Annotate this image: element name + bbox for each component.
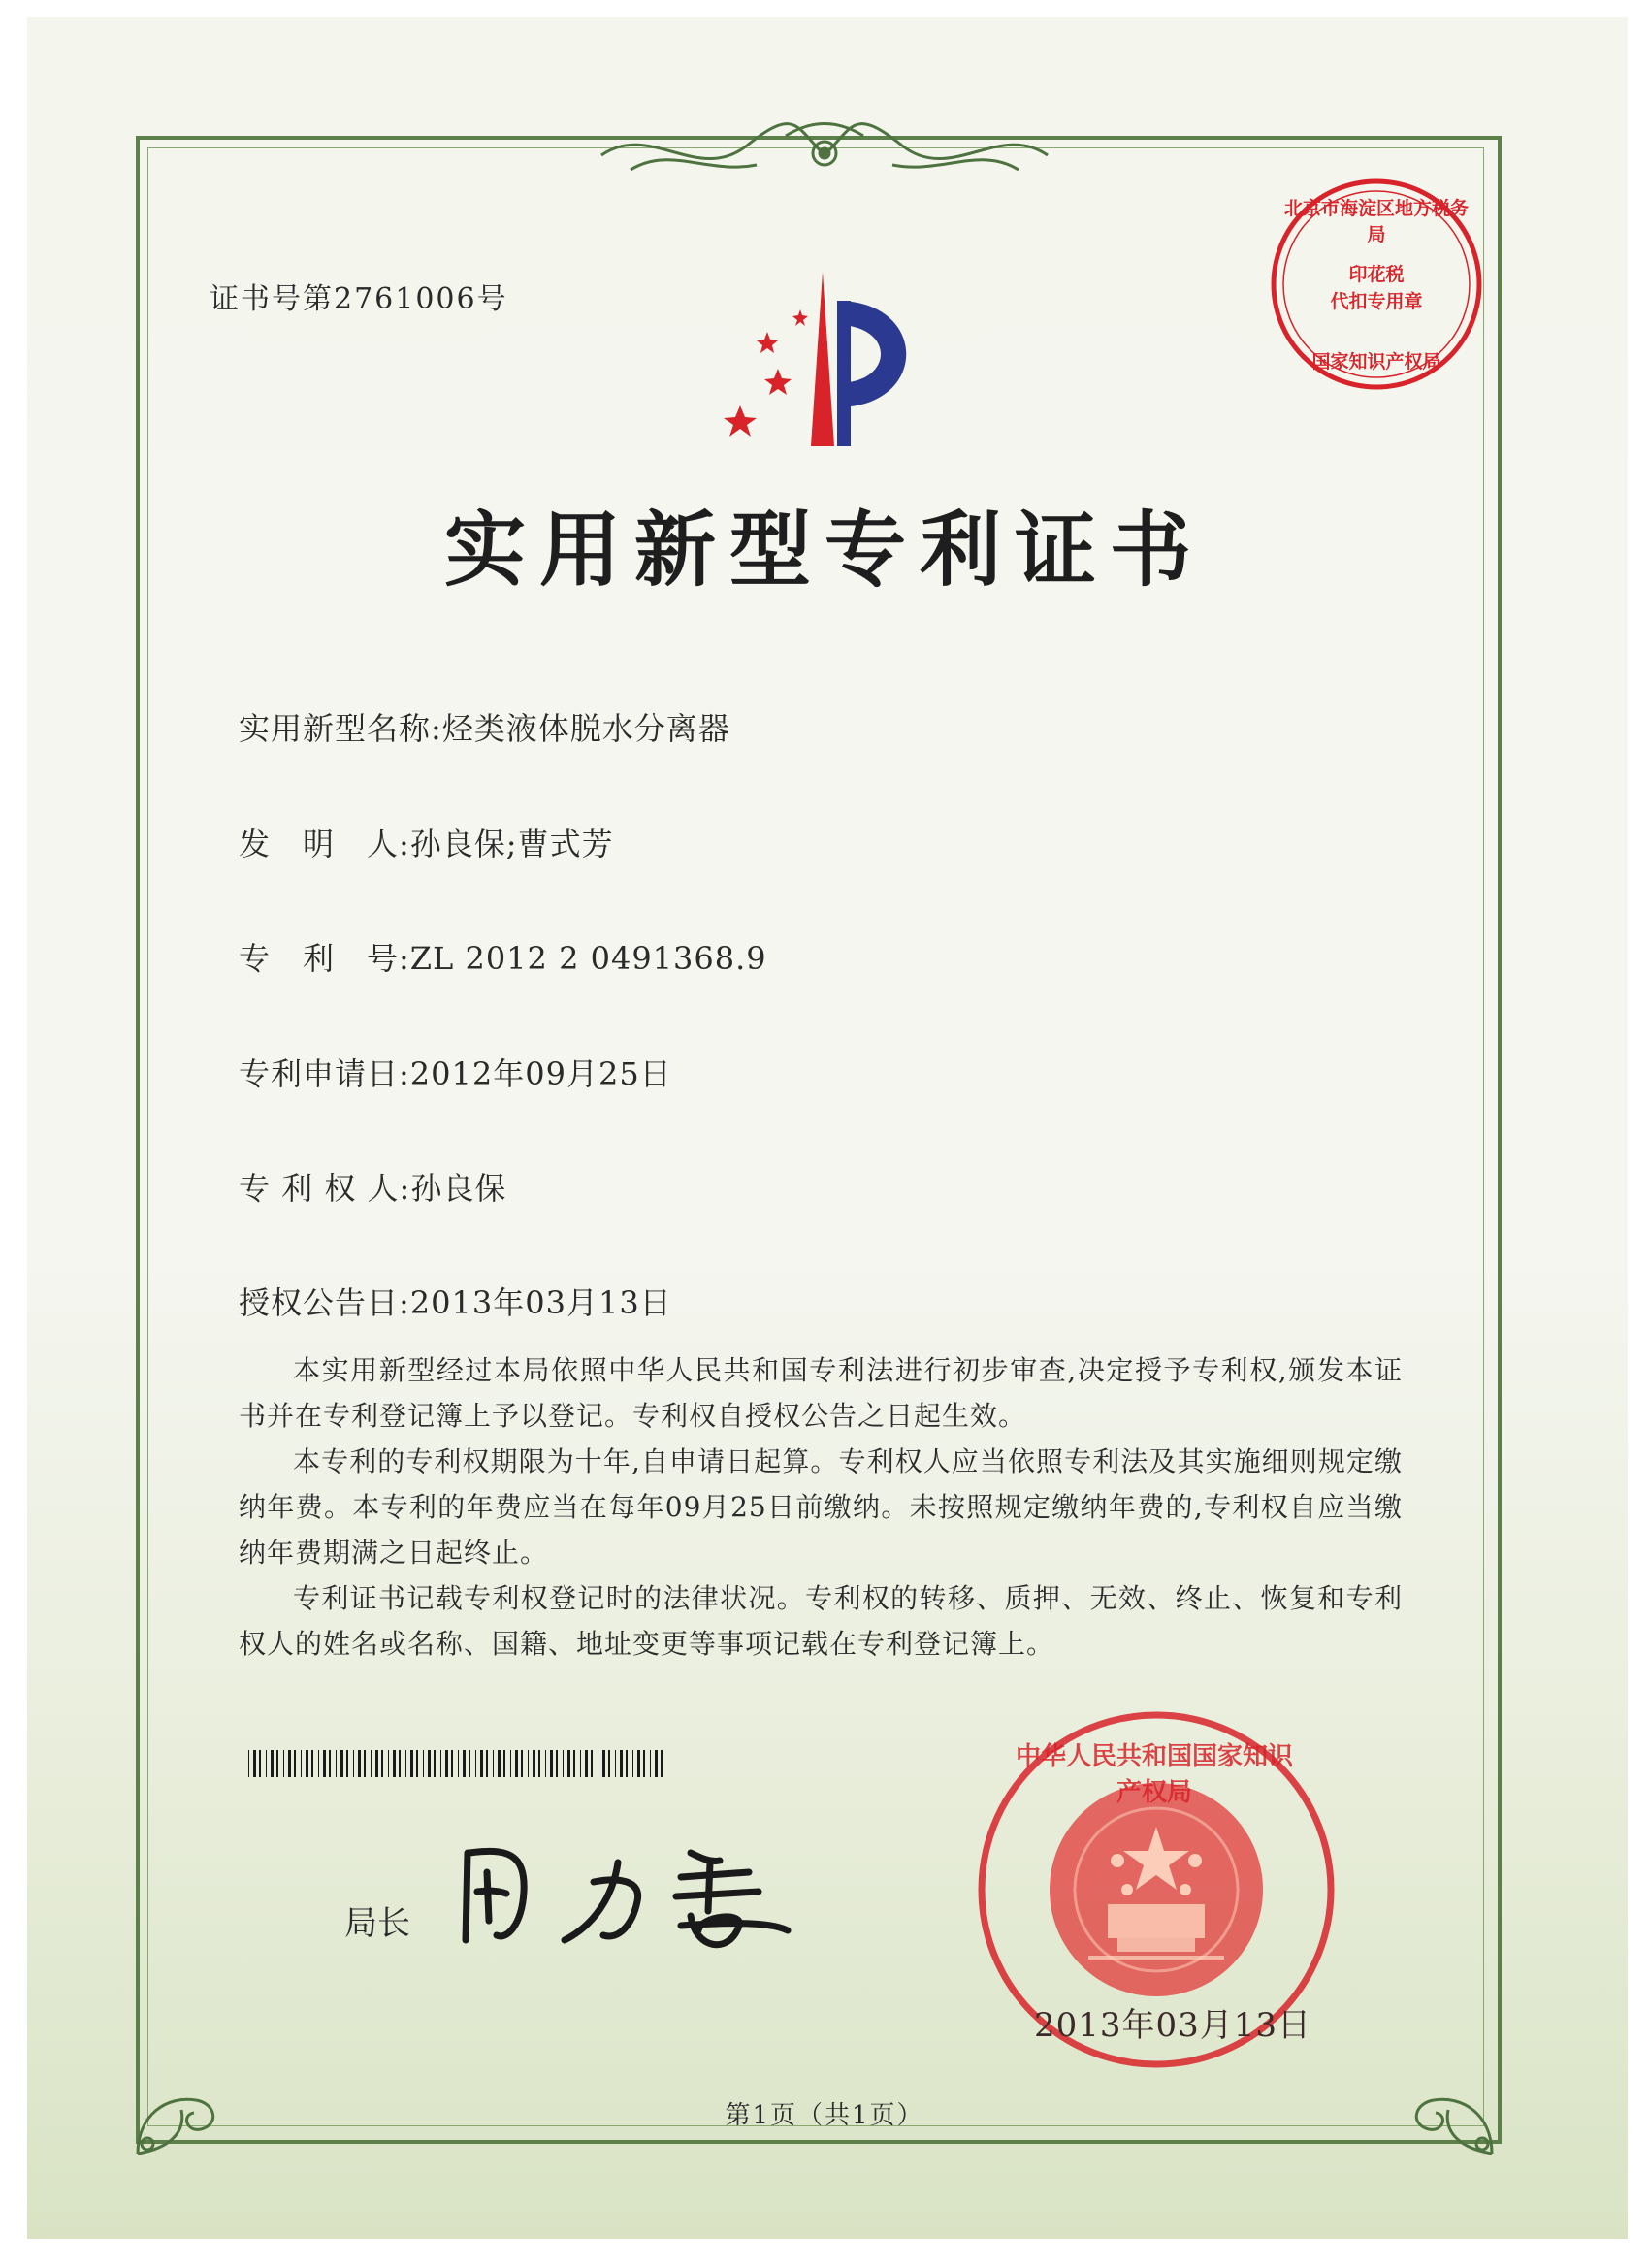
director-signature — [448, 1833, 817, 1969]
field-value: 烃类液体脱水分离器 — [441, 710, 730, 747]
field-patentee — [239, 1164, 506, 1209]
field-utility-model-name — [239, 704, 730, 749]
field-label: 实用新型名称: — [239, 710, 442, 747]
field-label: 授权公告日: — [239, 1284, 410, 1321]
tax-seal-bottom-text: 国家知识产权局 — [1311, 351, 1441, 373]
tax-seal-ring-text: 北京市海淀区地方税务局 — [1284, 198, 1470, 245]
field-grant-date — [239, 1279, 672, 1323]
director-label: 局长 — [344, 1904, 410, 1943]
field-value: 孙良保;曹式芳 — [409, 826, 614, 862]
field-label: 专 利 权 人: — [239, 1170, 411, 1207]
tax-seal-center-2: 代扣专用章 — [1330, 291, 1423, 312]
certificate-title: 实用新型专利证书 — [443, 502, 1205, 598]
national-seal-ring-text: 中华人民共和国国家知识产权局 — [1015, 1742, 1293, 1807]
seal-date: 2013年03月13日 — [1034, 2006, 1312, 2045]
field-label: 发 明 人: — [239, 826, 410, 862]
certificate-number: 证书号第2761006号 — [210, 282, 508, 316]
tax-seal-text — [1265, 173, 1488, 396]
field-label: 专 利 号: — [239, 940, 410, 977]
field-label: 专利申请日: — [239, 1055, 410, 1092]
field-inventor — [239, 820, 614, 864]
field-value: 2013年03月13日 — [409, 1284, 672, 1321]
barcode — [248, 1750, 665, 1777]
field-value: 2012年09月25日 — [409, 1055, 672, 1092]
field-value: 孙良保 — [410, 1170, 507, 1207]
top-ornament — [592, 116, 1057, 194]
body-paragraph-3: 专利证书记载专利权登记时的法律状况。专利权的转移、质押、无效、终止、恢复和专利权人的姓名或名称、国籍、地址变更等事项记载在专利登记簿上。 — [239, 1582, 1403, 1660]
field-filing-date — [239, 1050, 672, 1094]
page-number: 第1页（共1页） — [725, 2101, 924, 2130]
body-paragraph-1: 本实用新型经过本局依照中华人民共和国专利法进行初步审查,决定授予专利权,颁发本证书并在专利登记簿上予以登记。专利权自授权公告之日起生效。 — [239, 1354, 1403, 1432]
body-paragraph-2: 本专利的专利权期限为十年,自申请日起算。专利权人应当依照专利法及其实施细则规定缴纳年费。本专利的年费应当在每年09月25日前缴纳。未按照规定缴纳年费的,专利权自应当缴纳年费期满之日起终止。 — [239, 1445, 1403, 1569]
patent-office-logo — [706, 262, 958, 456]
field-value: ZL 2012 2 0491368.9 — [409, 940, 767, 977]
tax-seal-center-1: 印花税 — [1348, 264, 1405, 285]
field-patent-number — [239, 934, 767, 979]
